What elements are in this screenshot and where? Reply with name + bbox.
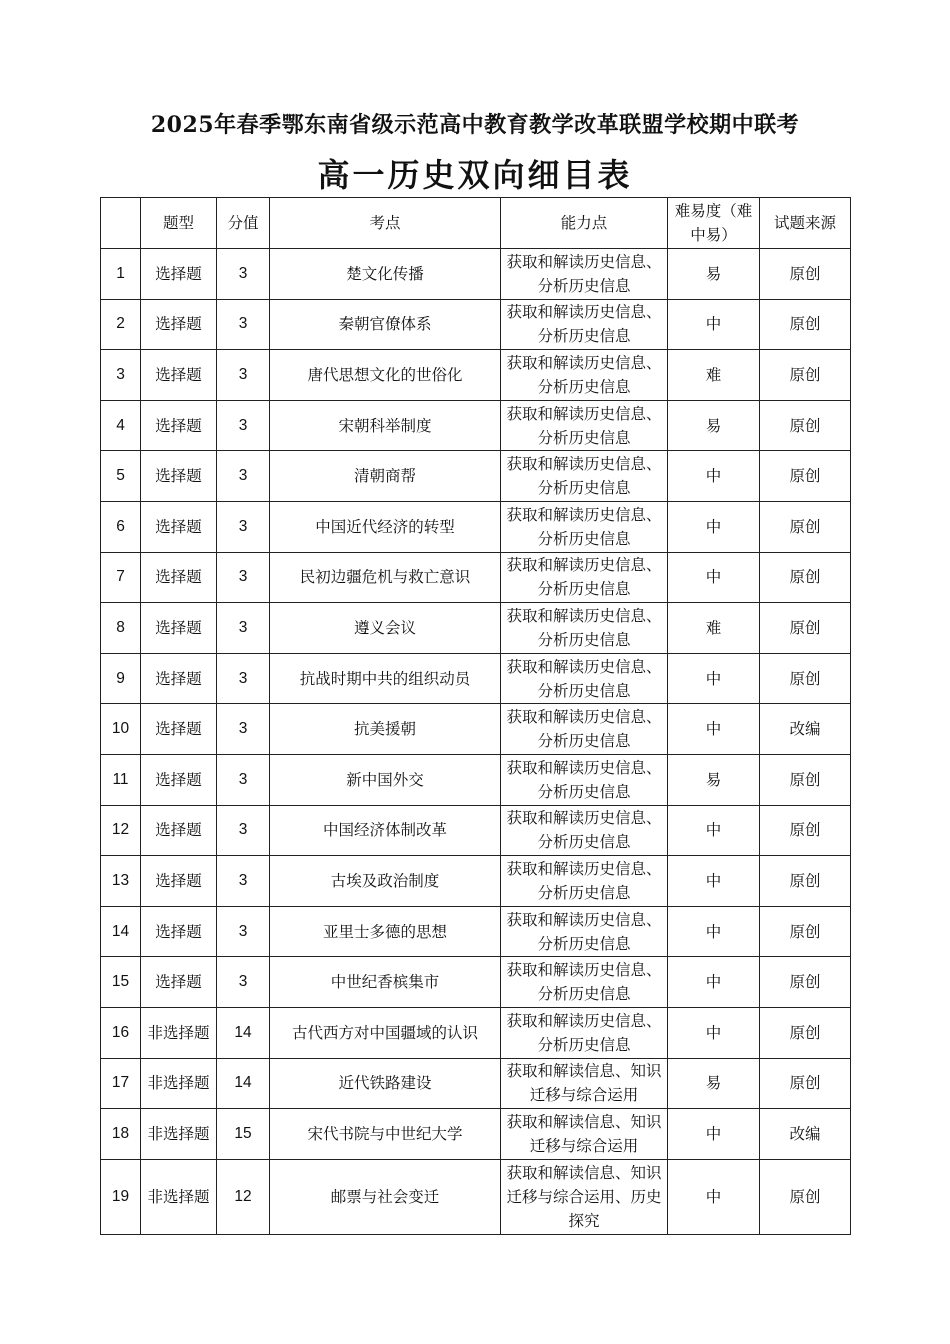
table-row [101, 957, 851, 1008]
cell-difficulty: 难 [668, 603, 760, 654]
cell-score: 3 [217, 856, 270, 907]
cell-source: 原创 [760, 957, 851, 1008]
cell-ability: 获取和解读历史信息、分析历史信息 [501, 653, 668, 704]
cell-type: 选择题 [141, 856, 217, 907]
cell-type: 选择题 [141, 350, 217, 401]
header-topic: 考点 [270, 198, 501, 249]
table-row [101, 805, 851, 856]
cell-source: 原创 [760, 1159, 851, 1234]
cell-topic: 唐代思想文化的世俗化 [270, 350, 501, 401]
cell-source: 改编 [760, 704, 851, 755]
cell-index: 15 [101, 957, 141, 1008]
table-row [101, 552, 851, 603]
cell-source: 原创 [760, 1058, 851, 1109]
table-row [101, 400, 851, 451]
cell-type: 选择题 [141, 957, 217, 1008]
header-source: 试题来源 [760, 198, 851, 249]
table-row [101, 1058, 851, 1109]
cell-difficulty: 中 [668, 906, 760, 957]
cell-difficulty: 中 [668, 704, 760, 755]
cell-score: 3 [217, 451, 270, 502]
cell-score: 14 [217, 1058, 270, 1109]
cell-type: 选择题 [141, 400, 217, 451]
cell-ability: 获取和解读信息、知识迁移与综合运用 [501, 1058, 668, 1109]
cell-topic: 楚文化传播 [270, 249, 501, 300]
cell-score: 3 [217, 299, 270, 350]
cell-topic: 古代西方对中国疆域的认识 [270, 1007, 501, 1058]
header-difficulty: 难易度（难中易） [668, 198, 760, 249]
specification-table [100, 197, 851, 1235]
cell-topic: 秦朝官僚体系 [270, 299, 501, 350]
table-row [101, 1109, 851, 1160]
cell-source: 原创 [760, 350, 851, 401]
cell-score: 12 [217, 1159, 270, 1234]
header-score: 分值 [217, 198, 270, 249]
cell-type: 选择题 [141, 249, 217, 300]
cell-score: 15 [217, 1109, 270, 1160]
cell-index: 7 [101, 552, 141, 603]
cell-ability: 获取和解读历史信息、分析历史信息 [501, 249, 668, 300]
cell-type: 非选择题 [141, 1159, 217, 1234]
cell-index: 12 [101, 805, 141, 856]
cell-topic: 中国近代经济的转型 [270, 501, 501, 552]
cell-score: 3 [217, 653, 270, 704]
cell-source: 改编 [760, 1109, 851, 1160]
cell-score: 3 [217, 552, 270, 603]
cell-index: 14 [101, 906, 141, 957]
cell-ability: 获取和解读历史信息、分析历史信息 [501, 501, 668, 552]
cell-topic: 抗战时期中共的组织动员 [270, 653, 501, 704]
cell-score: 3 [217, 249, 270, 300]
cell-score: 3 [217, 957, 270, 1008]
cell-ability: 获取和解读历史信息、分析历史信息 [501, 704, 668, 755]
cell-topic: 近代铁路建设 [270, 1058, 501, 1109]
cell-index: 9 [101, 653, 141, 704]
cell-index: 6 [101, 501, 141, 552]
cell-source: 原创 [760, 754, 851, 805]
cell-source: 原创 [760, 249, 851, 300]
cell-difficulty: 中 [668, 1007, 760, 1058]
cell-index: 13 [101, 856, 141, 907]
header-type: 题型 [141, 198, 217, 249]
cell-ability: 获取和解读历史信息、分析历史信息 [501, 299, 668, 350]
cell-topic: 抗美援朝 [270, 704, 501, 755]
cell-ability: 获取和解读历史信息、分析历史信息 [501, 603, 668, 654]
table-row [101, 350, 851, 401]
cell-ability: 获取和解读历史信息、分析历史信息 [501, 805, 668, 856]
cell-topic: 中世纪香槟集市 [270, 957, 501, 1008]
cell-difficulty: 中 [668, 501, 760, 552]
table-row [101, 451, 851, 502]
cell-type: 选择题 [141, 299, 217, 350]
cell-topic: 宋代书院与中世纪大学 [270, 1109, 501, 1160]
cell-score: 3 [217, 350, 270, 401]
cell-type: 非选择题 [141, 1109, 217, 1160]
cell-difficulty: 易 [668, 1058, 760, 1109]
cell-topic: 清朝商帮 [270, 451, 501, 502]
cell-source: 原创 [760, 653, 851, 704]
cell-index: 11 [101, 754, 141, 805]
table-row [101, 249, 851, 300]
cell-type: 选择题 [141, 704, 217, 755]
table-row [101, 653, 851, 704]
cell-difficulty: 中 [668, 1109, 760, 1160]
cell-score: 3 [217, 704, 270, 755]
cell-topic: 古埃及政治制度 [270, 856, 501, 907]
cell-type: 选择题 [141, 501, 217, 552]
table-row [101, 501, 851, 552]
cell-topic: 亚里士多德的思想 [270, 906, 501, 957]
cell-difficulty: 中 [668, 1159, 760, 1234]
cell-score: 3 [217, 906, 270, 957]
cell-type: 选择题 [141, 603, 217, 654]
cell-type: 选择题 [141, 754, 217, 805]
cell-ability: 获取和解读历史信息、分析历史信息 [501, 1007, 668, 1058]
cell-source: 原创 [760, 299, 851, 350]
cell-source: 原创 [760, 552, 851, 603]
cell-index: 16 [101, 1007, 141, 1058]
cell-ability: 获取和解读历史信息、分析历史信息 [501, 552, 668, 603]
table-row [101, 856, 851, 907]
cell-topic: 新中国外交 [270, 754, 501, 805]
document-title: 2025年春季鄂东南省级示范高中教育教学改革联盟学校期中联考 [150, 112, 800, 138]
cell-source: 原创 [760, 906, 851, 957]
cell-difficulty: 易 [668, 249, 760, 300]
cell-index: 19 [101, 1159, 141, 1234]
header-index [101, 198, 141, 249]
cell-difficulty: 中 [668, 805, 760, 856]
table-row [101, 1159, 851, 1234]
cell-type: 选择题 [141, 451, 217, 502]
cell-source: 原创 [760, 856, 851, 907]
cell-difficulty: 中 [668, 856, 760, 907]
cell-index: 2 [101, 299, 141, 350]
cell-type: 选择题 [141, 653, 217, 704]
cell-ability: 获取和解读信息、知识迁移与综合运用 [501, 1109, 668, 1160]
cell-score: 3 [217, 400, 270, 451]
header-ability: 能力点 [501, 198, 668, 249]
cell-source: 原创 [760, 1007, 851, 1058]
cell-topic: 中国经济体制改革 [270, 805, 501, 856]
cell-type: 非选择题 [141, 1058, 217, 1109]
cell-difficulty: 中 [668, 552, 760, 603]
cell-difficulty: 易 [668, 754, 760, 805]
table-header-row [101, 198, 851, 249]
document-subtitle: 高一历史双向细目表 [317, 156, 633, 194]
table-row [101, 704, 851, 755]
cell-index: 4 [101, 400, 141, 451]
cell-score: 3 [217, 603, 270, 654]
cell-difficulty: 中 [668, 653, 760, 704]
cell-type: 选择题 [141, 906, 217, 957]
cell-source: 原创 [760, 501, 851, 552]
cell-source: 原创 [760, 400, 851, 451]
cell-index: 1 [101, 249, 141, 300]
cell-difficulty: 中 [668, 299, 760, 350]
cell-ability: 获取和解读历史信息、分析历史信息 [501, 400, 668, 451]
cell-ability: 获取和解读历史信息、分析历史信息 [501, 957, 668, 1008]
cell-score: 3 [217, 501, 270, 552]
cell-source: 原创 [760, 603, 851, 654]
cell-ability: 获取和解读历史信息、分析历史信息 [501, 906, 668, 957]
cell-source: 原创 [760, 805, 851, 856]
cell-topic: 宋朝科举制度 [270, 400, 501, 451]
cell-score: 3 [217, 754, 270, 805]
cell-type: 非选择题 [141, 1007, 217, 1058]
cell-ability: 获取和解读历史信息、分析历史信息 [501, 856, 668, 907]
table-row [101, 754, 851, 805]
cell-index: 17 [101, 1058, 141, 1109]
cell-score: 3 [217, 805, 270, 856]
cell-ability: 获取和解读历史信息、分析历史信息 [501, 451, 668, 502]
cell-difficulty: 中 [668, 957, 760, 1008]
cell-index: 10 [101, 704, 141, 755]
cell-ability: 获取和解读历史信息、分析历史信息 [501, 350, 668, 401]
cell-difficulty: 难 [668, 350, 760, 401]
cell-type: 选择题 [141, 805, 217, 856]
cell-difficulty: 中 [668, 451, 760, 502]
table-row [101, 906, 851, 957]
cell-ability: 获取和解读历史信息、分析历史信息 [501, 754, 668, 805]
cell-index: 18 [101, 1109, 141, 1160]
cell-difficulty: 易 [668, 400, 760, 451]
table-row [101, 603, 851, 654]
cell-topic: 民初边疆危机与救亡意识 [270, 552, 501, 603]
cell-index: 5 [101, 451, 141, 502]
table-row [101, 299, 851, 350]
table-row [101, 1007, 851, 1058]
cell-topic: 遵义会议 [270, 603, 501, 654]
cell-type: 选择题 [141, 552, 217, 603]
cell-topic: 邮票与社会变迁 [270, 1159, 501, 1234]
cell-ability: 获取和解读信息、知识迁移与综合运用、历史探究 [501, 1159, 668, 1234]
cell-index: 8 [101, 603, 141, 654]
cell-score: 14 [217, 1007, 270, 1058]
cell-index: 3 [101, 350, 141, 401]
cell-source: 原创 [760, 451, 851, 502]
